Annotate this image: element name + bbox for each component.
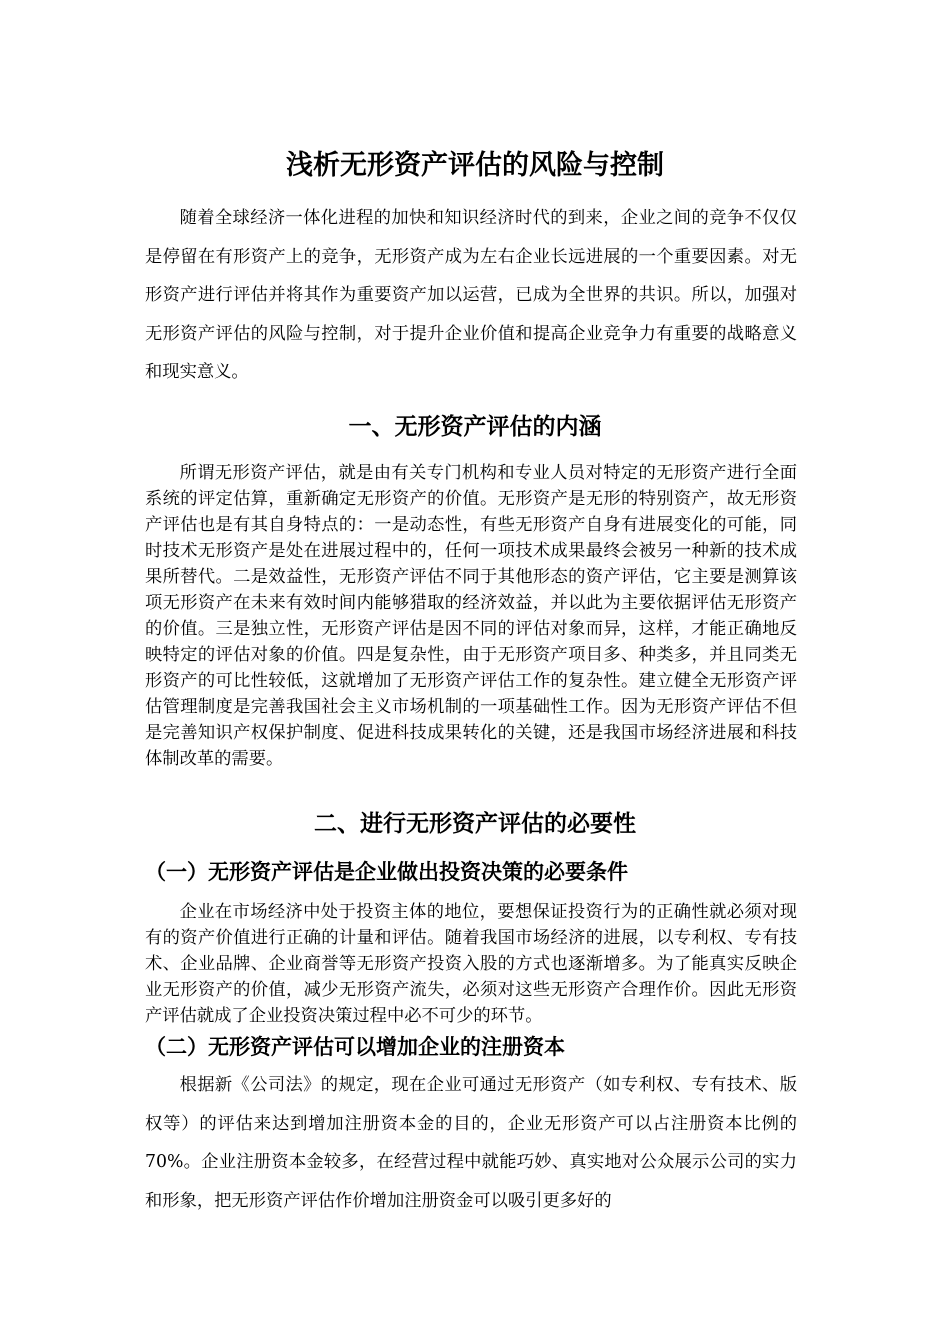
intro-paragraph: 随着全球经济一体化进程的加快和知识经济时代的到来，企业之间的竞争不仅仅是停留在有形资产上的竞争，无形资产成为左右企业长远进展的一个重要因素。对无形资产进行评估并将其作为重要资产加以运营，已成为全世界的共识。所以，加强对无形资产评估的风险与控制，对于提升企业价值和提高企业竞争力有重要的战略意义和现实意义。 [145,208,797,383]
page-title: 浅析无形资产评估的风险与控制 [286,150,664,181]
subsection-heading-2: （二）无形资产评估可以增加企业的注册资本 [145,1035,565,1059]
section-heading-1: 一、无形资产评估的内涵 [348,414,602,440]
subsection-1-paragraph: 企业在市场经济中处于投资主体的地位，要想保证投资行为的正确性就必须对现有的资产价值进行正确的计量和评估。随着我国市场经济的进展，以专利权、专有技术、企业品牌、企业商誉等无形资产投资入股的方式也逐渐增多。为了能真实反映企业无形资产的价值，减少无形资产流失，必须对这些无形资产合理作价。因此无形资产评估就成了企业投资决策过程中必不可少的环节。 [145,902,797,1026]
subsection-2-paragraph: 根据新《公司法》的规定，现在企业可通过无形资产（如专利权、专有技术、版权等）的评估来达到增加注册资本金的目的，企业无形资产可以占注册资本比例的70%。企业注册资本金较多，在经营过程中就能巧妙、真实地对公众展示公司的实力和形象，把无形资产评估作价增加注册资金可以吸引更多好的 [145,1075,797,1211]
section-1-paragraph: 所谓无形资产评估，就是由有关专门机构和专业人员对特定的无形资产进行全面系统的评定估算，重新确定无形资产的价值。无形资产是无形的特别资产，故无形资产评估也是有其自身特点的：一是动态性，有些无形资产自身有进展变化的可能，同时技术无形资产是处在进展过程中的，任何一项技术成果最终会被另一种新的技术成果所替代。二是效益性，无形资产评估不同于其他形态的资产评估，它主要是测算该项无形资产在未来有效时间内能够猎取的经济效益，并以此为主要依据评估无形资产的价值。三是独立性，无形资产评估是因不同的评估对象而异，这样，才能正确地反映特定的评估对象的价值。四是复杂性，由于无形资产项目多、种类多，并且同类无形资产的可比性较低，这就增加了无形资产评估工作的复杂性。建立健全无形资产评估管理制度是完善我国社会主义市场机制的一项基础性工作。因为无形资产评估不但是完善知识产权保护制度、促进科技成果转化的关键，还是我国市场经济进展和科技体制改革的需要。 [145,463,797,769]
section-heading-2: 二、进行无形资产评估的必要性 [314,811,636,837]
subsection-heading-1: （一）无形资产评估是企业做出投资决策的必要条件 [145,860,628,884]
